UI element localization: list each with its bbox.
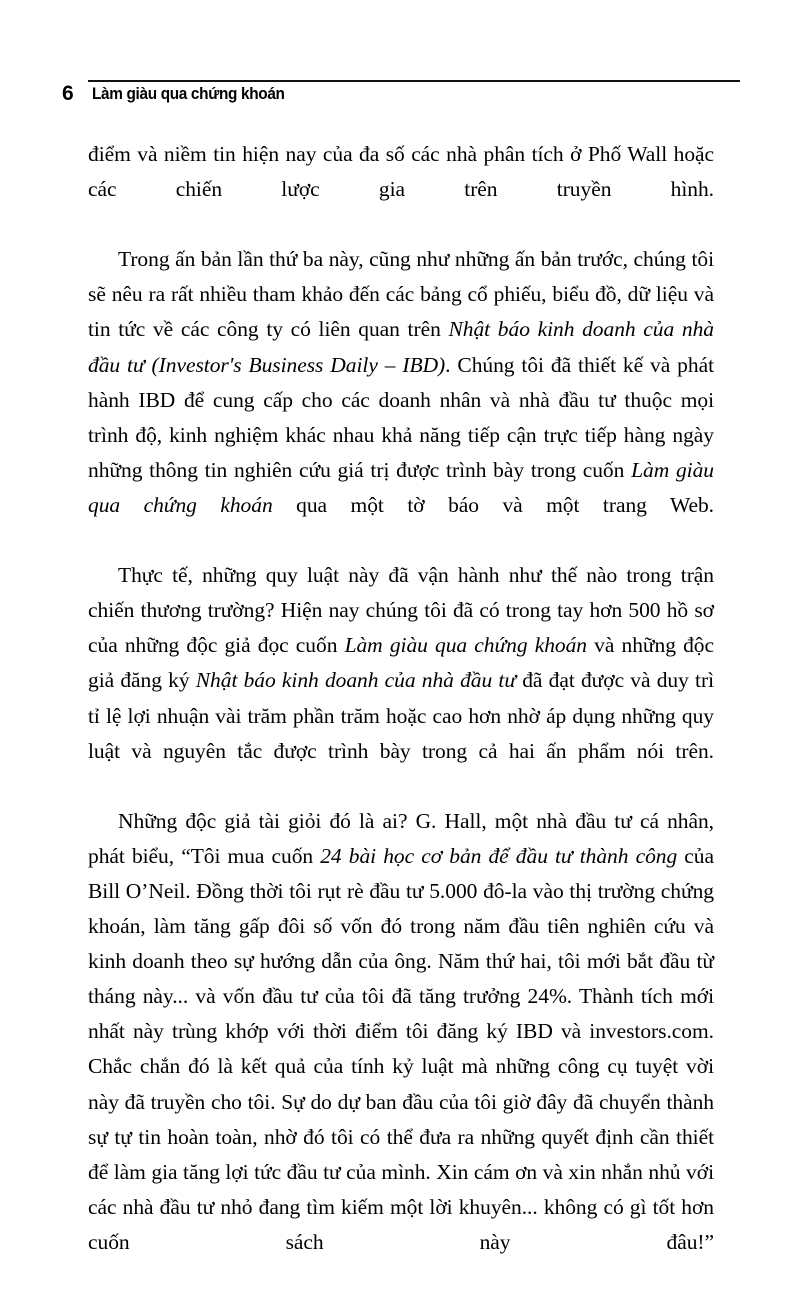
text-run: Thực tế, những quy luật này đã vận hành như thế nào trong trận chiến thương trường? Hiện nay chúng tôi đã có trong tay hơn 500 hồ sơ của những độc giả đọc cuốn: [88, 563, 714, 658]
text-run: và những độc giả đăng ký: [88, 633, 714, 693]
text-run: đã đạt được và duy trì tỉ lệ lợi nhuận vài trăm phần trăm hoặc cao hơn nhờ áp dụng những quy luật và nguyên tắc được trình bày trong cả hai ấn phẩm nói trên.: [88, 668, 714, 763]
text-run: của Bill O’Neil. Đồng thời tôi rụt rè đầu tư 5.000 đô-la vào thị trường chứng khoán, làm tăng gấp đôi số vốn đó trong năm đầu tiên nghiên cứu và kinh doanh theo sự hướng dẫn của ông. Năm thứ hai, tôi mới bắt đầu từ tháng này... và vốn đầu tư của tôi đã tăng trưởng 24%. Thành tích mới nhất này trùng khớp với thời điểm tôi đăng ký IBD và investors.com. Chắc chắn đó là kết quả của tính kỷ luật mà những công cụ tuyệt vời này đã truyền cho tôi. Sự do dự ban đầu của tôi giờ đây đã chuyển thành sự tự tin hoàn toàn, nhờ đó tôi có thể đưa ra những quyết định cần thiết để làm gia tăng lợi tức đầu tư của mình. Xin cám ơn và xin nhắn nhủ với các nhà đầu tư nhỏ đang tìm kiếm một lời khuyên... không có gì tốt hơn cuốn sách này đâu!”: [88, 843, 714, 1254]
paragraph: [88, 137, 714, 242]
text-run: điểm và niềm tin hiện nay của đa số các nhà phân tích ở Phố Wall hoặc các chiến lược gia trên truyền hình.: [88, 142, 714, 202]
italic-run: Làm giàu qua chứng khoán: [88, 457, 714, 517]
italic-run: Nhật báo kinh doanh của nhà đầu tư (Investor's Business Daily – IBD): [88, 317, 714, 377]
italic-run: Làm giàu qua chứng khoán: [344, 633, 588, 658]
running-head-title: Làm giàu qua chứng khoán: [92, 85, 285, 103]
text-run: Những độc giả tài giỏi đó là ai? G. Hall, một nhà đầu tư cá nhân, phát biểu, “Tôi mua cuốn: [88, 808, 714, 868]
paragraph: [88, 242, 714, 558]
text-run: . Chúng tôi đã thiết kế và phát hành IBD để cung cấp cho các doanh nhân và nhà đầu tư thuộc mọi trình độ, kinh nghiệm khác nhau khả năng tiếp cận trực tiếp hàng ngày những thông tin nghiên cứu giá trị được trình bày trong cuốn: [88, 352, 714, 482]
text-run: Trong ấn bản lần thứ ba này, cũng như những ấn bản trước, chúng tôi sẽ nêu ra rất nhiều tham khảo đến các bảng cổ phiếu, biểu đồ, dữ liệu và tin tức về các công ty có liên quan trên: [88, 247, 714, 342]
text-run: qua một tờ báo và một trang Web.: [272, 492, 714, 517]
page-number: 6: [62, 82, 74, 105]
header-rule: [88, 80, 740, 82]
body-text-block: [88, 137, 714, 1295]
paragraph: [88, 804, 714, 1295]
running-head: [62, 80, 742, 110]
italic-run: 24 bài học cơ bản để đầu tư thành công: [320, 843, 678, 868]
paragraph: [88, 558, 714, 804]
italic-run: Nhật báo kinh doanh của nhà đầu tư: [195, 668, 517, 693]
